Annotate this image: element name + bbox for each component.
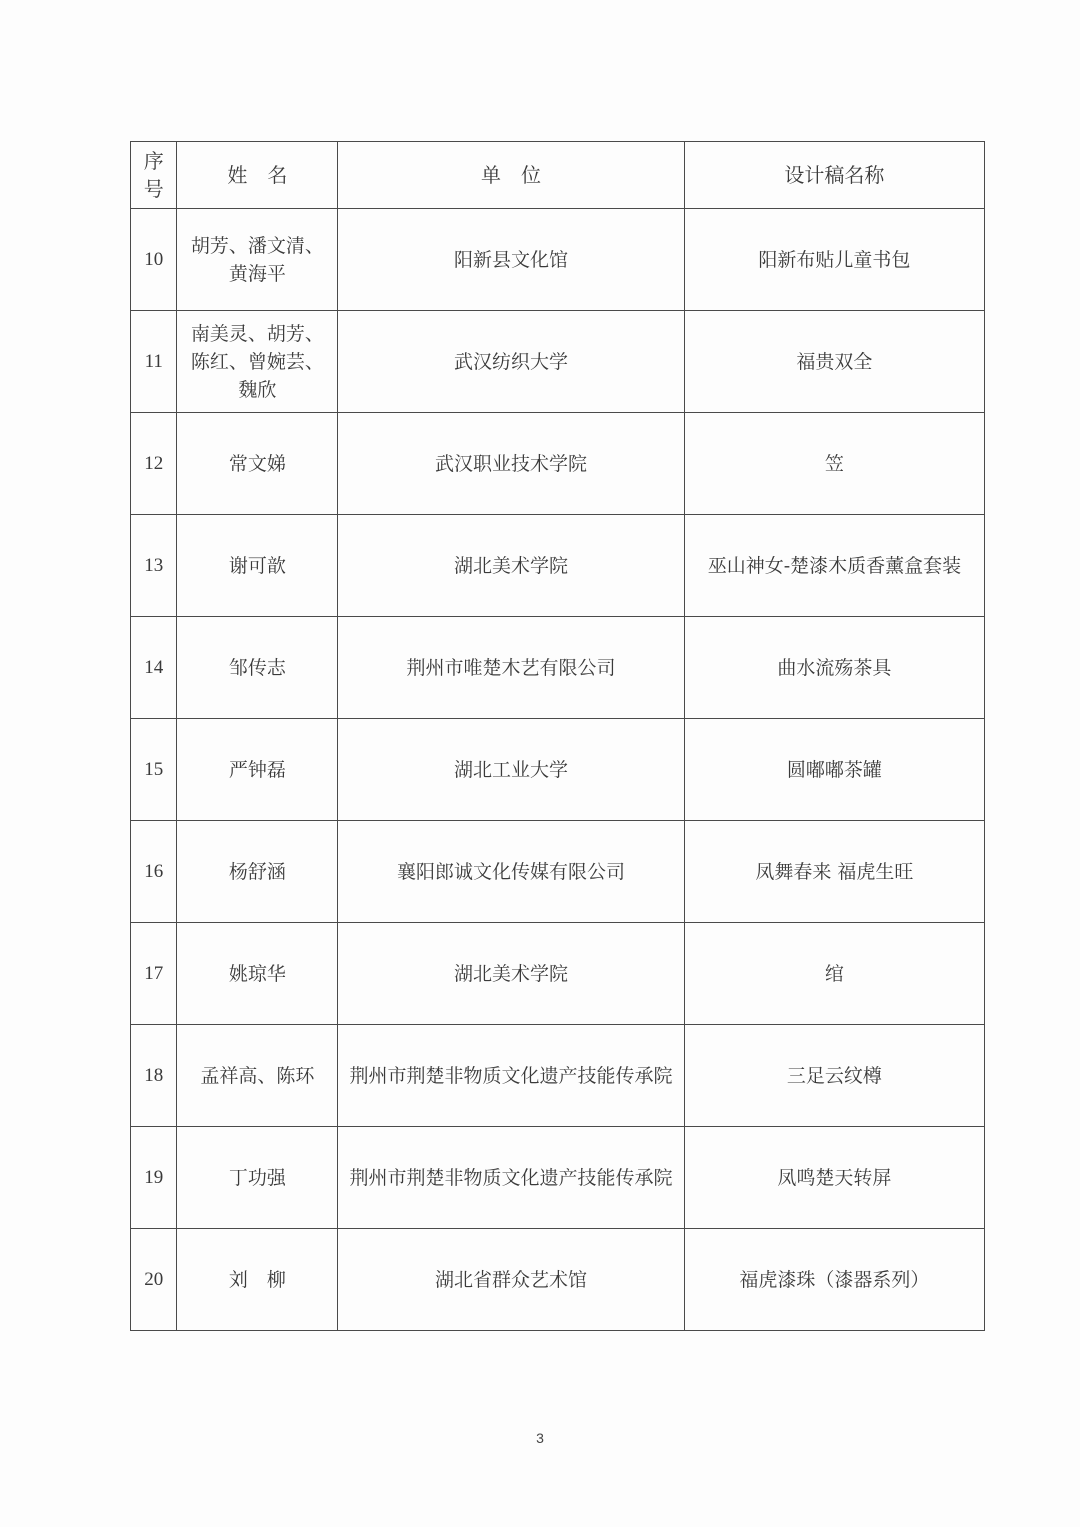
cell-unit: 湖北工业大学 bbox=[338, 719, 685, 821]
table-row bbox=[131, 413, 985, 515]
cell-serial: 19 bbox=[131, 1127, 177, 1229]
cell-serial: 18 bbox=[131, 1025, 177, 1127]
table-row bbox=[131, 1127, 985, 1229]
cell-design-title: 福虎漆珠（漆器系列） bbox=[684, 1229, 984, 1331]
cell-design-title: 三足云纹樽 bbox=[684, 1025, 984, 1127]
cell-serial: 11 bbox=[131, 311, 177, 413]
table-row bbox=[131, 719, 985, 821]
cell-name: 谢可歆 bbox=[177, 515, 338, 617]
award-list-table bbox=[130, 141, 985, 1331]
header-serial-line2: 号 bbox=[143, 177, 164, 201]
cell-unit: 湖北美术学院 bbox=[338, 515, 685, 617]
cell-design-title: 圆嘟嘟茶罐 bbox=[684, 719, 984, 821]
cell-name: 孟祥高、陈环 bbox=[177, 1025, 338, 1127]
cell-serial: 17 bbox=[131, 923, 177, 1025]
cell-design-title: 笠 bbox=[684, 413, 984, 515]
cell-name: 丁功强 bbox=[177, 1127, 338, 1229]
cell-unit: 荆州市荆楚非物质文化遗产技能传承院 bbox=[338, 1127, 685, 1229]
table-row bbox=[131, 1229, 985, 1331]
cell-name: 刘 柳 bbox=[177, 1229, 338, 1331]
cell-design-title: 绾 bbox=[684, 923, 984, 1025]
cell-design-title: 曲水流殇茶具 bbox=[684, 617, 984, 719]
cell-unit: 荆州市唯楚木艺有限公司 bbox=[338, 617, 685, 719]
table-row bbox=[131, 311, 985, 413]
cell-design-title: 巫山神女-楚漆木质香薰盒套装 bbox=[684, 515, 984, 617]
cell-design-title: 凤鸣楚天转屏 bbox=[684, 1127, 984, 1229]
cell-name: 常文娣 bbox=[177, 413, 338, 515]
cell-design-title: 福贵双全 bbox=[684, 311, 984, 413]
cell-name: 严钟磊 bbox=[177, 719, 338, 821]
cell-serial: 15 bbox=[131, 719, 177, 821]
table-row bbox=[131, 1025, 985, 1127]
cell-unit: 襄阳郎诚文化传媒有限公司 bbox=[338, 821, 685, 923]
cell-serial: 16 bbox=[131, 821, 177, 923]
cell-design-title: 凤舞春来 福虎生旺 bbox=[684, 821, 984, 923]
table-row bbox=[131, 821, 985, 923]
header-unit: 单 位 bbox=[338, 142, 685, 209]
cell-serial: 13 bbox=[131, 515, 177, 617]
table-row bbox=[131, 515, 985, 617]
cell-name: 胡芳、潘文清、黄海平 bbox=[177, 209, 338, 311]
cell-serial: 10 bbox=[131, 209, 177, 311]
cell-name: 邹传志 bbox=[177, 617, 338, 719]
cell-serial: 14 bbox=[131, 617, 177, 719]
cell-name: 姚琼华 bbox=[177, 923, 338, 1025]
cell-unit: 湖北美术学院 bbox=[338, 923, 685, 1025]
table-row bbox=[131, 923, 985, 1025]
cell-design-title: 阳新布贴儿童书包 bbox=[684, 209, 984, 311]
cell-unit: 阳新县文化馆 bbox=[338, 209, 685, 311]
cell-unit: 荆州市荆楚非物质文化遗产技能传承院 bbox=[338, 1025, 685, 1127]
page-number: 3 bbox=[536, 1430, 544, 1446]
cell-name: 南美灵、胡芳、陈红、曾婉芸、魏欣 bbox=[177, 311, 338, 413]
header-serial-number bbox=[131, 142, 177, 209]
cell-name: 杨舒涵 bbox=[177, 821, 338, 923]
cell-serial: 12 bbox=[131, 413, 177, 515]
header-name: 姓 名 bbox=[177, 142, 338, 209]
cell-unit: 武汉纺织大学 bbox=[338, 311, 685, 413]
cell-serial: 20 bbox=[131, 1229, 177, 1331]
header-serial-line1: 序 bbox=[143, 149, 164, 173]
table-row bbox=[131, 209, 985, 311]
cell-unit: 湖北省群众艺术馆 bbox=[338, 1229, 685, 1331]
table-header-row bbox=[131, 142, 985, 209]
table-row bbox=[131, 617, 985, 719]
cell-unit: 武汉职业技术学院 bbox=[338, 413, 685, 515]
header-design-title: 设计稿名称 bbox=[684, 142, 984, 209]
